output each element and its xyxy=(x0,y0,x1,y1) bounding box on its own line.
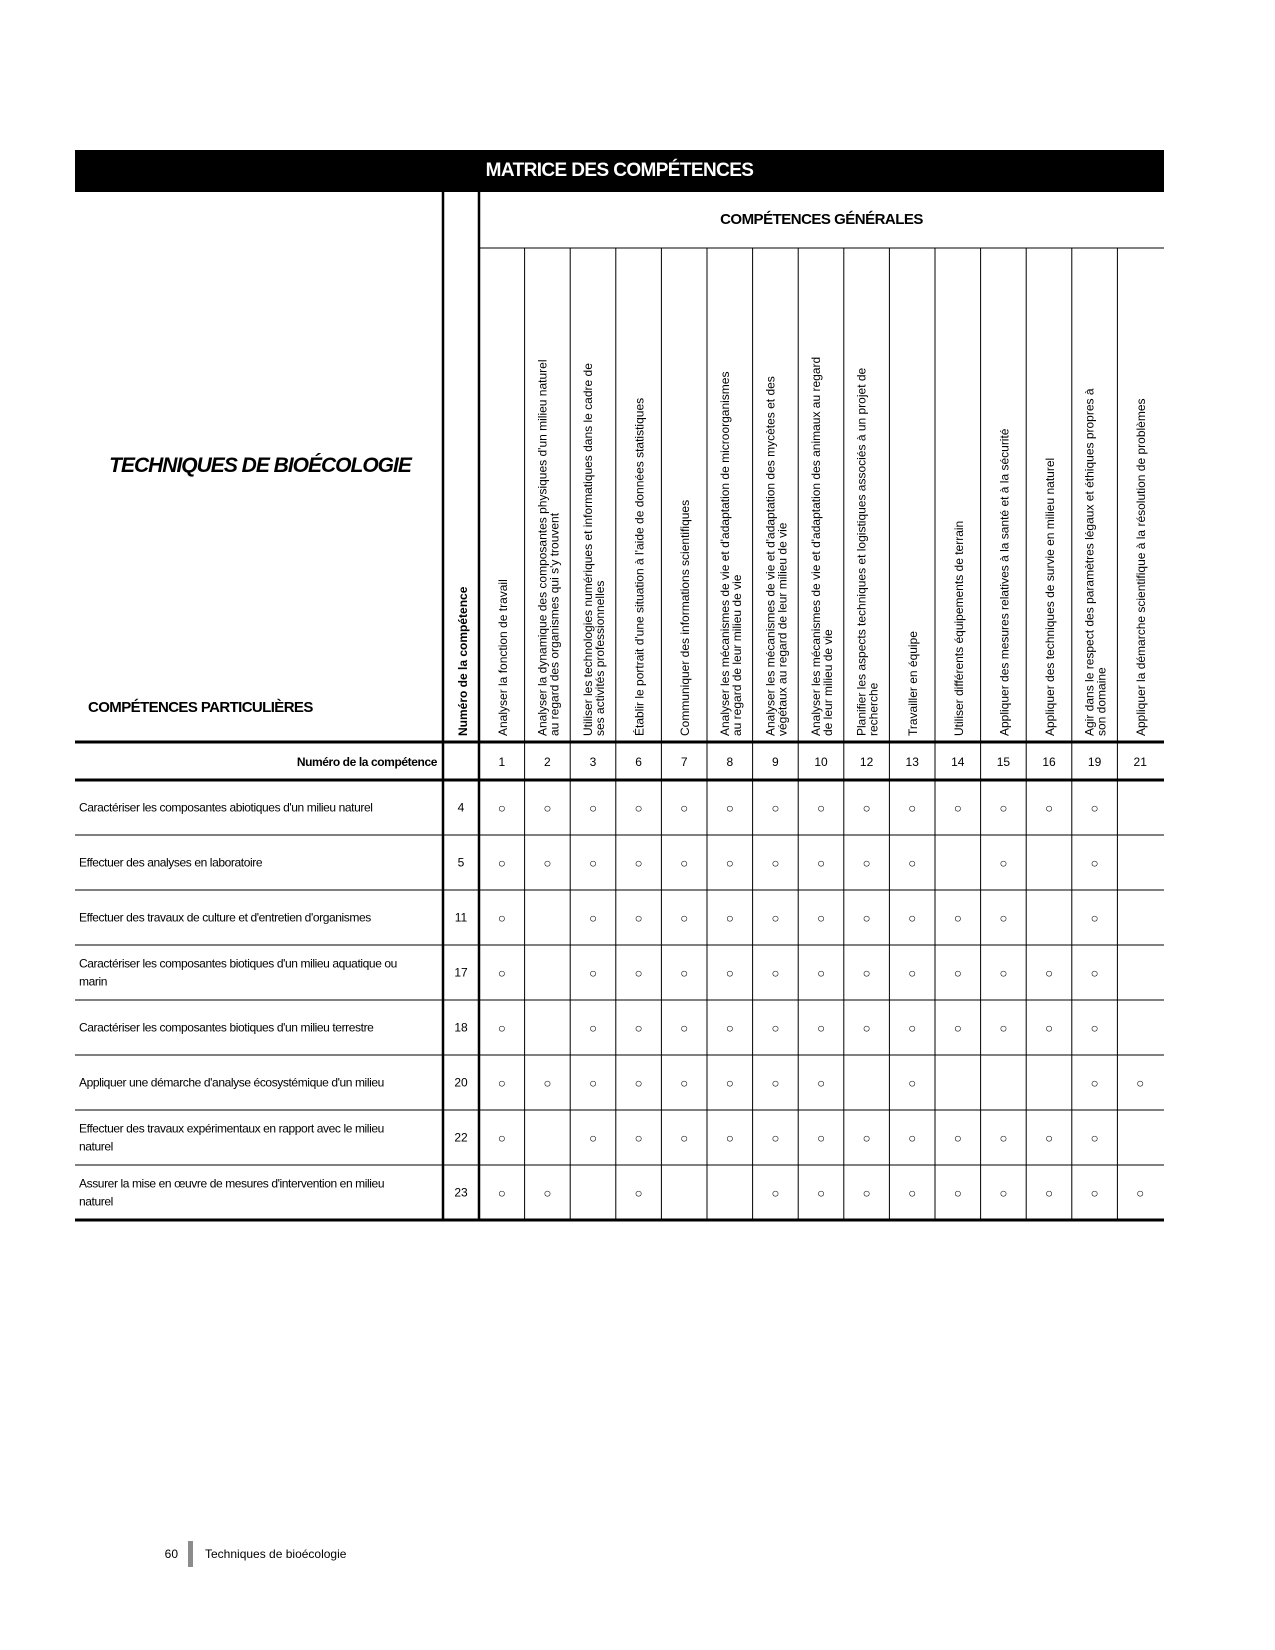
particular-competency-label: Effectuer des travaux de culture et d'entretien d'organismes xyxy=(79,910,371,925)
competency-link-mark: ○ xyxy=(634,855,643,871)
general-competency-label: végétaux au regard de leur milieu de vie xyxy=(775,522,790,736)
competency-number-row-label: Numéro de la compétence xyxy=(296,755,437,769)
general-competency-number: 1 xyxy=(498,755,506,769)
competency-link-mark: ○ xyxy=(589,1130,597,1146)
competency-link-mark: ○ xyxy=(953,910,962,926)
competency-link-mark: ○ xyxy=(908,1075,917,1091)
competency-link-mark: ○ xyxy=(953,1130,962,1146)
competency-link-mark: ○ xyxy=(589,1075,597,1091)
general-competency-label: Travailler en équipe xyxy=(906,631,921,736)
competency-link-mark: ○ xyxy=(497,965,506,981)
general-competency-label: Analyser les mécanismes de vie et d'adaptation des mycètes et des xyxy=(763,376,778,736)
particular-competency-number: 5 xyxy=(457,855,465,870)
particular-competency-label: Assurer la mise en œuvre de mesures d'intervention en milieu xyxy=(79,1176,385,1191)
competency-link-mark: ○ xyxy=(771,910,780,926)
competency-link-mark: ○ xyxy=(680,910,689,926)
competency-link-mark: ○ xyxy=(497,1130,506,1146)
general-competency-number: 2 xyxy=(544,755,551,769)
page-number: 60 xyxy=(164,1547,178,1561)
matrix-content xyxy=(79,211,1148,1209)
competency-link-mark: ○ xyxy=(908,1185,917,1201)
particular-competency-label: naturel xyxy=(79,1139,113,1154)
competency-link-mark: ○ xyxy=(908,1020,917,1036)
competency-link-mark: ○ xyxy=(817,1075,825,1091)
particular-competency-number: 17 xyxy=(454,965,468,980)
competency-link-mark: ○ xyxy=(953,965,962,981)
competency-link-mark: ○ xyxy=(680,800,689,816)
general-competency-label: Analyser les mécanismes de vie et d'adaptation des animaux au regard xyxy=(809,356,823,736)
particular-competency-number: 23 xyxy=(454,1185,468,1200)
competency-link-mark: ○ xyxy=(999,965,1008,981)
competency-link-mark: ○ xyxy=(953,800,962,816)
general-competency-number: 10 xyxy=(814,755,828,769)
competency-link-mark: ○ xyxy=(634,1075,643,1091)
general-competency-label: Appliquer des mesures relatives à la santé et à la sécurité xyxy=(997,428,1012,736)
competency-link-mark: ○ xyxy=(1090,965,1099,981)
general-competency-label: au regard des organismes qui s'y trouvent xyxy=(547,512,562,736)
competency-link-mark: ○ xyxy=(497,800,506,816)
general-competency-label: Appliquer des techniques de survie en milieu naturel xyxy=(1043,457,1057,736)
particular-competency-label: Appliquer une démarche d'analyse écosystémique d'un milieu xyxy=(79,1075,384,1090)
competency-link-mark: ○ xyxy=(497,910,506,926)
competency-link-mark: ○ xyxy=(817,1020,825,1036)
competency-link-mark: ○ xyxy=(543,1185,552,1201)
general-competency-number: 14 xyxy=(951,755,965,769)
competency-link-mark: ○ xyxy=(1045,1130,1053,1146)
competency-link-mark: ○ xyxy=(771,1075,780,1091)
particular-competency-number: 4 xyxy=(457,800,465,815)
competency-link-mark: ○ xyxy=(908,965,917,981)
competency-link-mark: ○ xyxy=(1045,1020,1053,1036)
general-competency-label: au regard de leur milieu de vie xyxy=(729,574,744,736)
competency-link-mark: ○ xyxy=(634,1020,643,1036)
competency-link-mark: ○ xyxy=(999,1020,1008,1036)
competency-link-mark: ○ xyxy=(1090,1020,1099,1036)
competency-link-mark: ○ xyxy=(817,855,825,871)
program-title: TECHNIQUES DE BIOÉCOLOGIE xyxy=(109,454,411,477)
general-competency-label: Analyser la dynamique des composantes physiques d'un milieu naturel xyxy=(535,359,550,736)
general-competency-number: 19 xyxy=(1087,755,1102,769)
footer-divider xyxy=(188,1541,193,1567)
competency-link-mark: ○ xyxy=(999,1130,1008,1146)
particular-competency-label: Caractériser les composantes abiotiques d'un milieu naturel xyxy=(79,800,373,815)
general-competency-label: Analyser les mécanismes de vie et d'adaptation de microorganismes xyxy=(717,371,732,736)
competency-link-mark: ○ xyxy=(817,800,825,816)
general-competency-number: 16 xyxy=(1042,755,1056,769)
general-competency-number: 9 xyxy=(772,755,779,769)
matrix-title: MATRICE DES COMPÉTENCES xyxy=(485,160,754,181)
competency-link-mark: ○ xyxy=(817,910,825,926)
particular-competency-label: Caractériser les composantes biotiques d'un milieu aquatique ou xyxy=(79,956,397,971)
competency-link-mark: ○ xyxy=(908,800,917,816)
general-competency-label: Appliquer la démarche scientifique à la résolution de problèmes xyxy=(1134,398,1149,736)
competency-link-mark: ○ xyxy=(725,1020,734,1036)
competency-link-mark: ○ xyxy=(680,1020,689,1036)
general-competency-label: Agir dans le respect des paramètres légaux et éthiques propres à xyxy=(1082,388,1097,736)
particular-competency-label: Effectuer des travaux expérimentaux en rapport avec le milieu xyxy=(79,1121,384,1136)
competency-link-mark: ○ xyxy=(862,855,871,871)
competency-link-mark: ○ xyxy=(771,965,780,981)
particular-competency-number: 11 xyxy=(454,910,468,925)
competency-link-mark: ○ xyxy=(908,910,917,926)
competency-link-mark: ○ xyxy=(1045,800,1053,816)
competency-link-mark: ○ xyxy=(589,800,597,816)
competency-link-mark: ○ xyxy=(1136,1185,1145,1201)
competency-link-mark: ○ xyxy=(1045,1185,1053,1201)
competency-link-mark: ○ xyxy=(771,855,780,871)
competency-link-mark: ○ xyxy=(862,1020,871,1036)
competency-link-mark: ○ xyxy=(1090,800,1099,816)
competency-link-mark: ○ xyxy=(634,1130,643,1146)
general-competency-label: de leur milieu de vie xyxy=(821,629,835,736)
competency-link-mark: ○ xyxy=(999,855,1008,871)
competency-link-mark: ○ xyxy=(817,1130,825,1146)
particular-competency-number: 20 xyxy=(454,1075,468,1090)
competency-link-mark: ○ xyxy=(862,1185,871,1201)
competency-link-mark: ○ xyxy=(589,1020,597,1036)
competency-link-mark: ○ xyxy=(725,965,734,981)
competency-link-mark: ○ xyxy=(908,1130,917,1146)
particular-competency-label: marin xyxy=(79,974,108,989)
competency-link-mark: ○ xyxy=(817,1185,825,1201)
competency-link-mark: ○ xyxy=(680,855,689,871)
competency-link-mark: ○ xyxy=(725,910,734,926)
competency-link-mark: ○ xyxy=(680,1075,689,1091)
competency-link-mark: ○ xyxy=(634,1185,643,1201)
competency-link-mark: ○ xyxy=(725,855,734,871)
competency-link-mark: ○ xyxy=(1136,1075,1145,1091)
general-competency-number: 7 xyxy=(680,755,688,769)
general-competency-label: Analyser la fonction de travail xyxy=(495,579,510,736)
competency-link-mark: ○ xyxy=(771,800,780,816)
general-competency-number: 3 xyxy=(589,755,597,769)
general-competency-number: 6 xyxy=(635,755,642,769)
competency-link-mark: ○ xyxy=(1090,1075,1099,1091)
competency-link-mark: ○ xyxy=(999,910,1008,926)
competency-link-mark: ○ xyxy=(817,965,825,981)
competency-link-mark: ○ xyxy=(862,800,871,816)
competency-link-mark: ○ xyxy=(725,1130,734,1146)
general-competency-number: 13 xyxy=(905,755,919,769)
particular-competency-label: Effectuer des analyses en laboratoire xyxy=(79,855,263,870)
general-competency-label: ses activités professionnelles xyxy=(593,580,607,736)
footer-title: Techniques de bioécologie xyxy=(205,1547,347,1561)
competency-link-mark: ○ xyxy=(680,1130,689,1146)
competency-link-mark: ○ xyxy=(908,855,917,871)
competency-link-mark: ○ xyxy=(634,800,643,816)
competency-link-mark: ○ xyxy=(589,855,597,871)
competency-link-mark: ○ xyxy=(680,965,689,981)
competency-link-mark: ○ xyxy=(725,1075,734,1091)
general-competency-label: Utiliser les technologies numériques et informatiques dans le cadre de xyxy=(581,363,595,736)
general-competency-label: recherche xyxy=(866,682,881,736)
general-competency-label: Planifier les aspects techniques et logistiques associés à un projet de xyxy=(854,367,869,736)
general-competency-number: 21 xyxy=(1133,755,1147,769)
competency-link-mark: ○ xyxy=(862,1130,871,1146)
general-competencies-heading: COMPÉTENCES GÉNÉRALES xyxy=(720,211,923,228)
competency-link-mark: ○ xyxy=(999,800,1008,816)
competency-link-mark: ○ xyxy=(953,1020,962,1036)
competency-link-mark: ○ xyxy=(771,1020,780,1036)
competency-link-mark: ○ xyxy=(1045,965,1053,981)
competency-link-mark: ○ xyxy=(1090,1130,1099,1146)
general-competency-label: Établir le portrait d'une situation à l'aide de données statistiques xyxy=(632,397,647,736)
competency-link-mark: ○ xyxy=(497,1075,506,1091)
competency-link-mark: ○ xyxy=(589,965,597,981)
general-competency-number: 12 xyxy=(859,755,874,769)
particular-competencies-heading: COMPÉTENCES PARTICULIÈRES xyxy=(88,699,313,716)
competency-link-mark: ○ xyxy=(725,800,734,816)
competency-link-mark: ○ xyxy=(589,910,597,926)
particular-competency-label: Caractériser les composantes biotiques d'un milieu terrestre xyxy=(79,1020,374,1035)
particular-competency-number: 18 xyxy=(454,1020,468,1035)
general-competency-label: Utiliser différents équipements de terrain xyxy=(951,520,966,736)
competency-link-mark: ○ xyxy=(1090,1185,1099,1201)
particular-competency-label: naturel xyxy=(79,1194,113,1209)
competency-link-mark: ○ xyxy=(497,855,506,871)
general-competency-number: 8 xyxy=(726,755,734,769)
competency-link-mark: ○ xyxy=(634,910,643,926)
competency-link-mark: ○ xyxy=(543,1075,552,1091)
competency-link-mark: ○ xyxy=(771,1130,780,1146)
general-competency-label: son domaine xyxy=(1094,667,1109,736)
competency-link-mark: ○ xyxy=(634,965,643,981)
general-competency-label: Communiquer des informations scientifiques xyxy=(678,499,693,736)
particular-competency-number: 22 xyxy=(454,1130,468,1145)
competency-number-vertical-label: Numéro de la compétence xyxy=(456,586,470,736)
competency-link-mark: ○ xyxy=(771,1185,780,1201)
competency-link-mark: ○ xyxy=(543,800,552,816)
competency-link-mark: ○ xyxy=(543,855,552,871)
competency-link-mark: ○ xyxy=(497,1185,506,1201)
competency-link-mark: ○ xyxy=(1090,910,1099,926)
page-footer xyxy=(140,1541,346,1567)
competency-link-mark: ○ xyxy=(999,1185,1008,1201)
competency-link-mark: ○ xyxy=(1090,855,1099,871)
competency-link-mark: ○ xyxy=(862,965,871,981)
competency-link-mark: ○ xyxy=(862,910,871,926)
general-competency-number: 15 xyxy=(996,755,1011,769)
competency-link-mark: ○ xyxy=(497,1020,506,1036)
competency-link-mark: ○ xyxy=(953,1185,962,1201)
